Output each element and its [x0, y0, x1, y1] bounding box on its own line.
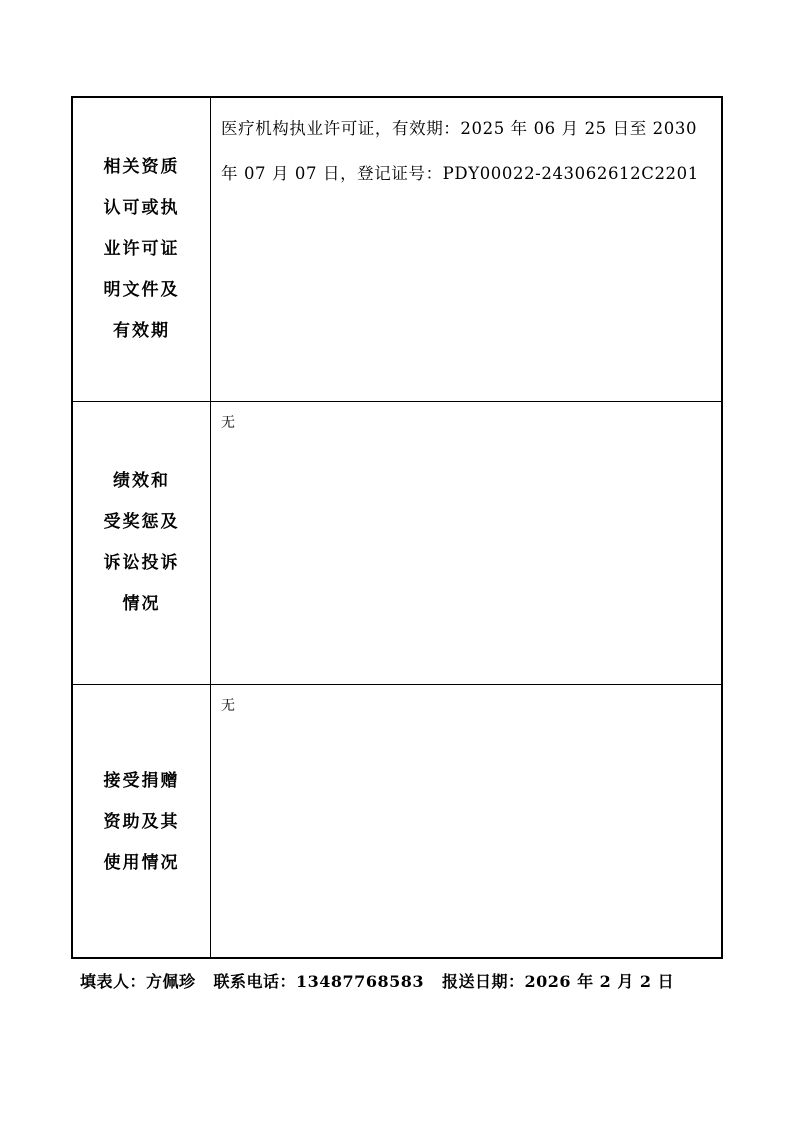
content-cell	[211, 98, 721, 401]
content-cell	[211, 685, 721, 959]
label-cell	[73, 685, 211, 959]
label-cell	[73, 98, 211, 401]
report-date: 报送日期：2026 年 2 月 2 日	[441, 972, 675, 991]
label-cell	[73, 402, 211, 684]
table-row-performance	[73, 401, 721, 684]
table-row-donations	[73, 684, 721, 959]
row-label-qualification: 相关资质 认可或执 业许可证 明文件及 有效期	[103, 157, 180, 341]
contact-phone: 联系电话：13487768583	[213, 972, 424, 991]
row-label-donations: 接受捐赠 资助及其 使用情况	[103, 770, 180, 873]
row-content-performance: 无	[221, 415, 236, 431]
form-footer	[80, 970, 674, 994]
filler-name: 填表人：方佩珍	[80, 972, 196, 991]
content-cell	[211, 402, 721, 684]
row-content-qualification: 医疗机构执业许可证，有效期：2025 年 06 月 25 日至 2030 年 07 月 07 日，登记证号：PDY00022-243062612C2201	[221, 119, 699, 183]
info-table	[71, 96, 723, 959]
row-content-donations: 无	[221, 698, 236, 714]
row-label-performance: 绩效和 受奖惩及 诉讼投诉 情况	[103, 471, 180, 614]
table-row-qualification	[73, 98, 721, 401]
